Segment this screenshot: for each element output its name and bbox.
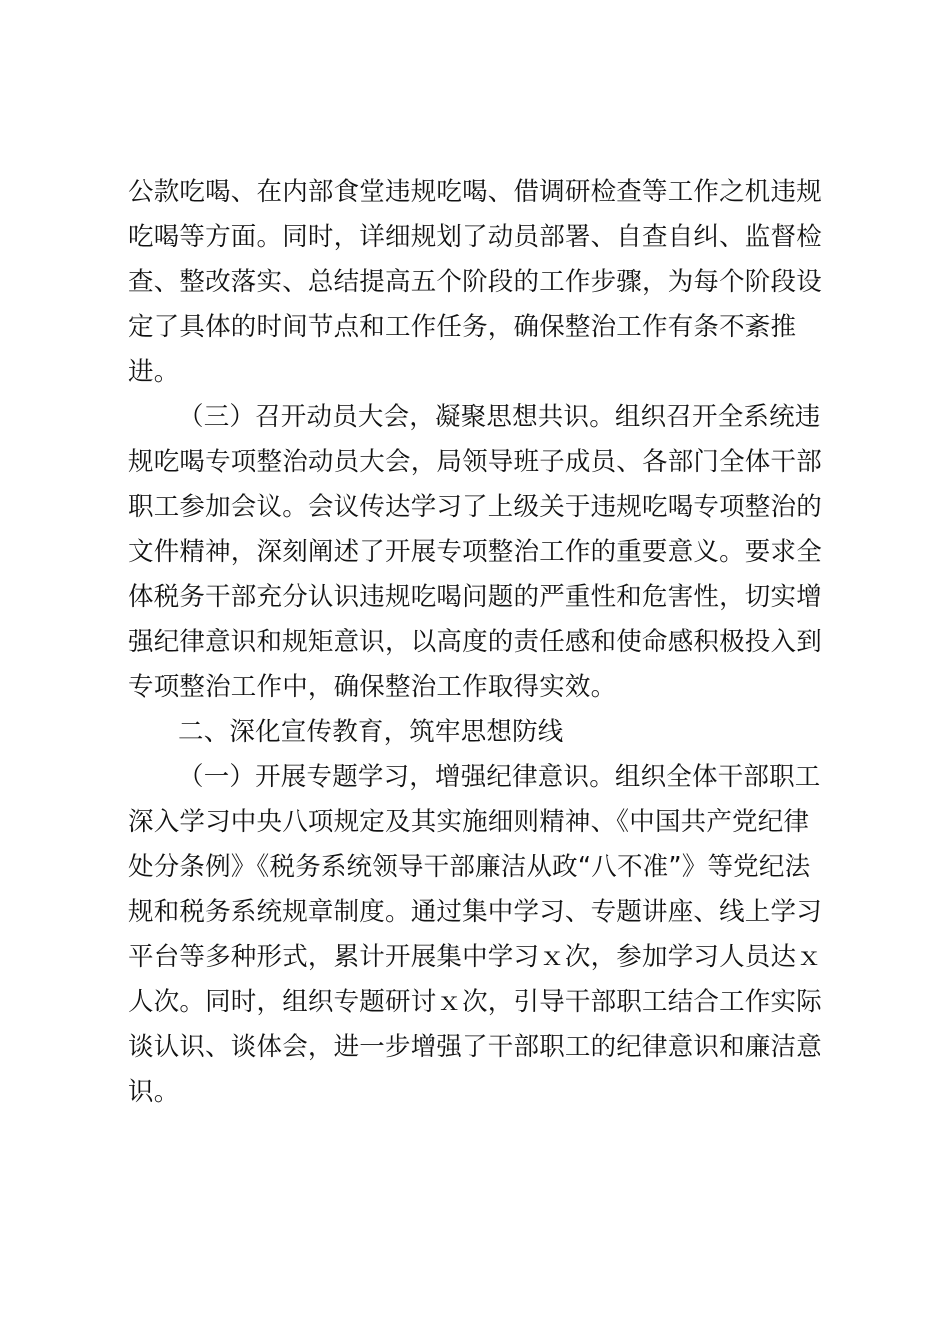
text-line-7: 规吃喝专项整治动员大会，局领导班子成员、各部门全体干部 [128, 447, 822, 477]
text-line-11: 强纪律意识和规矩意识，以高度的责任感和使命感积极投入到 [128, 627, 822, 657]
text-line-12: 专项整治工作中，确保整治工作取得实效。 [128, 672, 617, 702]
chapter-heading-2: 二、深化宣传教育，筑牢思想防线 [178, 717, 564, 747]
text-line-10: 体税务干部充分认识违规吃喝问题的严重性和危害性，切实增 [128, 582, 822, 612]
section-heading-3: （三）召开动员大会，凝聚思想共识。组织召开全系统违 [178, 402, 821, 432]
text-line-19: 人次。同时，组织专题研讨ｘ次，引导干部职工结合工作实际 [128, 987, 822, 1017]
text-line-16: 处分条例》《税务系统领导干部廉洁从政“八不准”》等党纪法 [128, 852, 811, 882]
text-line-15: 深入学习中央八项规定及其实施细则精神、《中国共产党纪律 [128, 807, 810, 837]
text-line-21: 识。 [128, 1077, 180, 1107]
text-line-5: 进。 [128, 357, 180, 387]
text-line-2: 吃喝等方面。同时，详细规划了动员部署、自查自纠、监督检 [128, 222, 822, 252]
section-heading-1: （一）开展专题学习，增强纪律意识。组织全体干部职工 [178, 762, 821, 792]
text-line-1: 公款吃喝、在内部食堂违规吃喝、借调研检查等工作之机违规 [128, 177, 822, 207]
text-line-17: 规和税务系统规章制度。通过集中学习、专题讲座、线上学习 [128, 897, 822, 927]
text-line-18: 平台等多种形式，累计开展集中学习ｘ次，参加学习人员达ｘ [128, 942, 822, 972]
text-line-9: 文件精神，深刻阐述了开展专项整治工作的重要意义。要求全 [128, 537, 822, 567]
text-line-3: 查、整改落实、总结提高五个阶段的工作步骤，为每个阶段设 [128, 267, 822, 297]
text-line-8: 职工参加会议。会议传达学习了上级关于违规吃喝专项整治的 [128, 492, 822, 522]
text-line-4: 定了具体的时间节点和工作任务，确保整治工作有条不紊推 [128, 312, 797, 342]
text-line-20: 谈认识、谈体会，进一步增强了干部职工的纪律意识和廉洁意 [128, 1032, 822, 1062]
document-body [128, 170, 828, 1115]
